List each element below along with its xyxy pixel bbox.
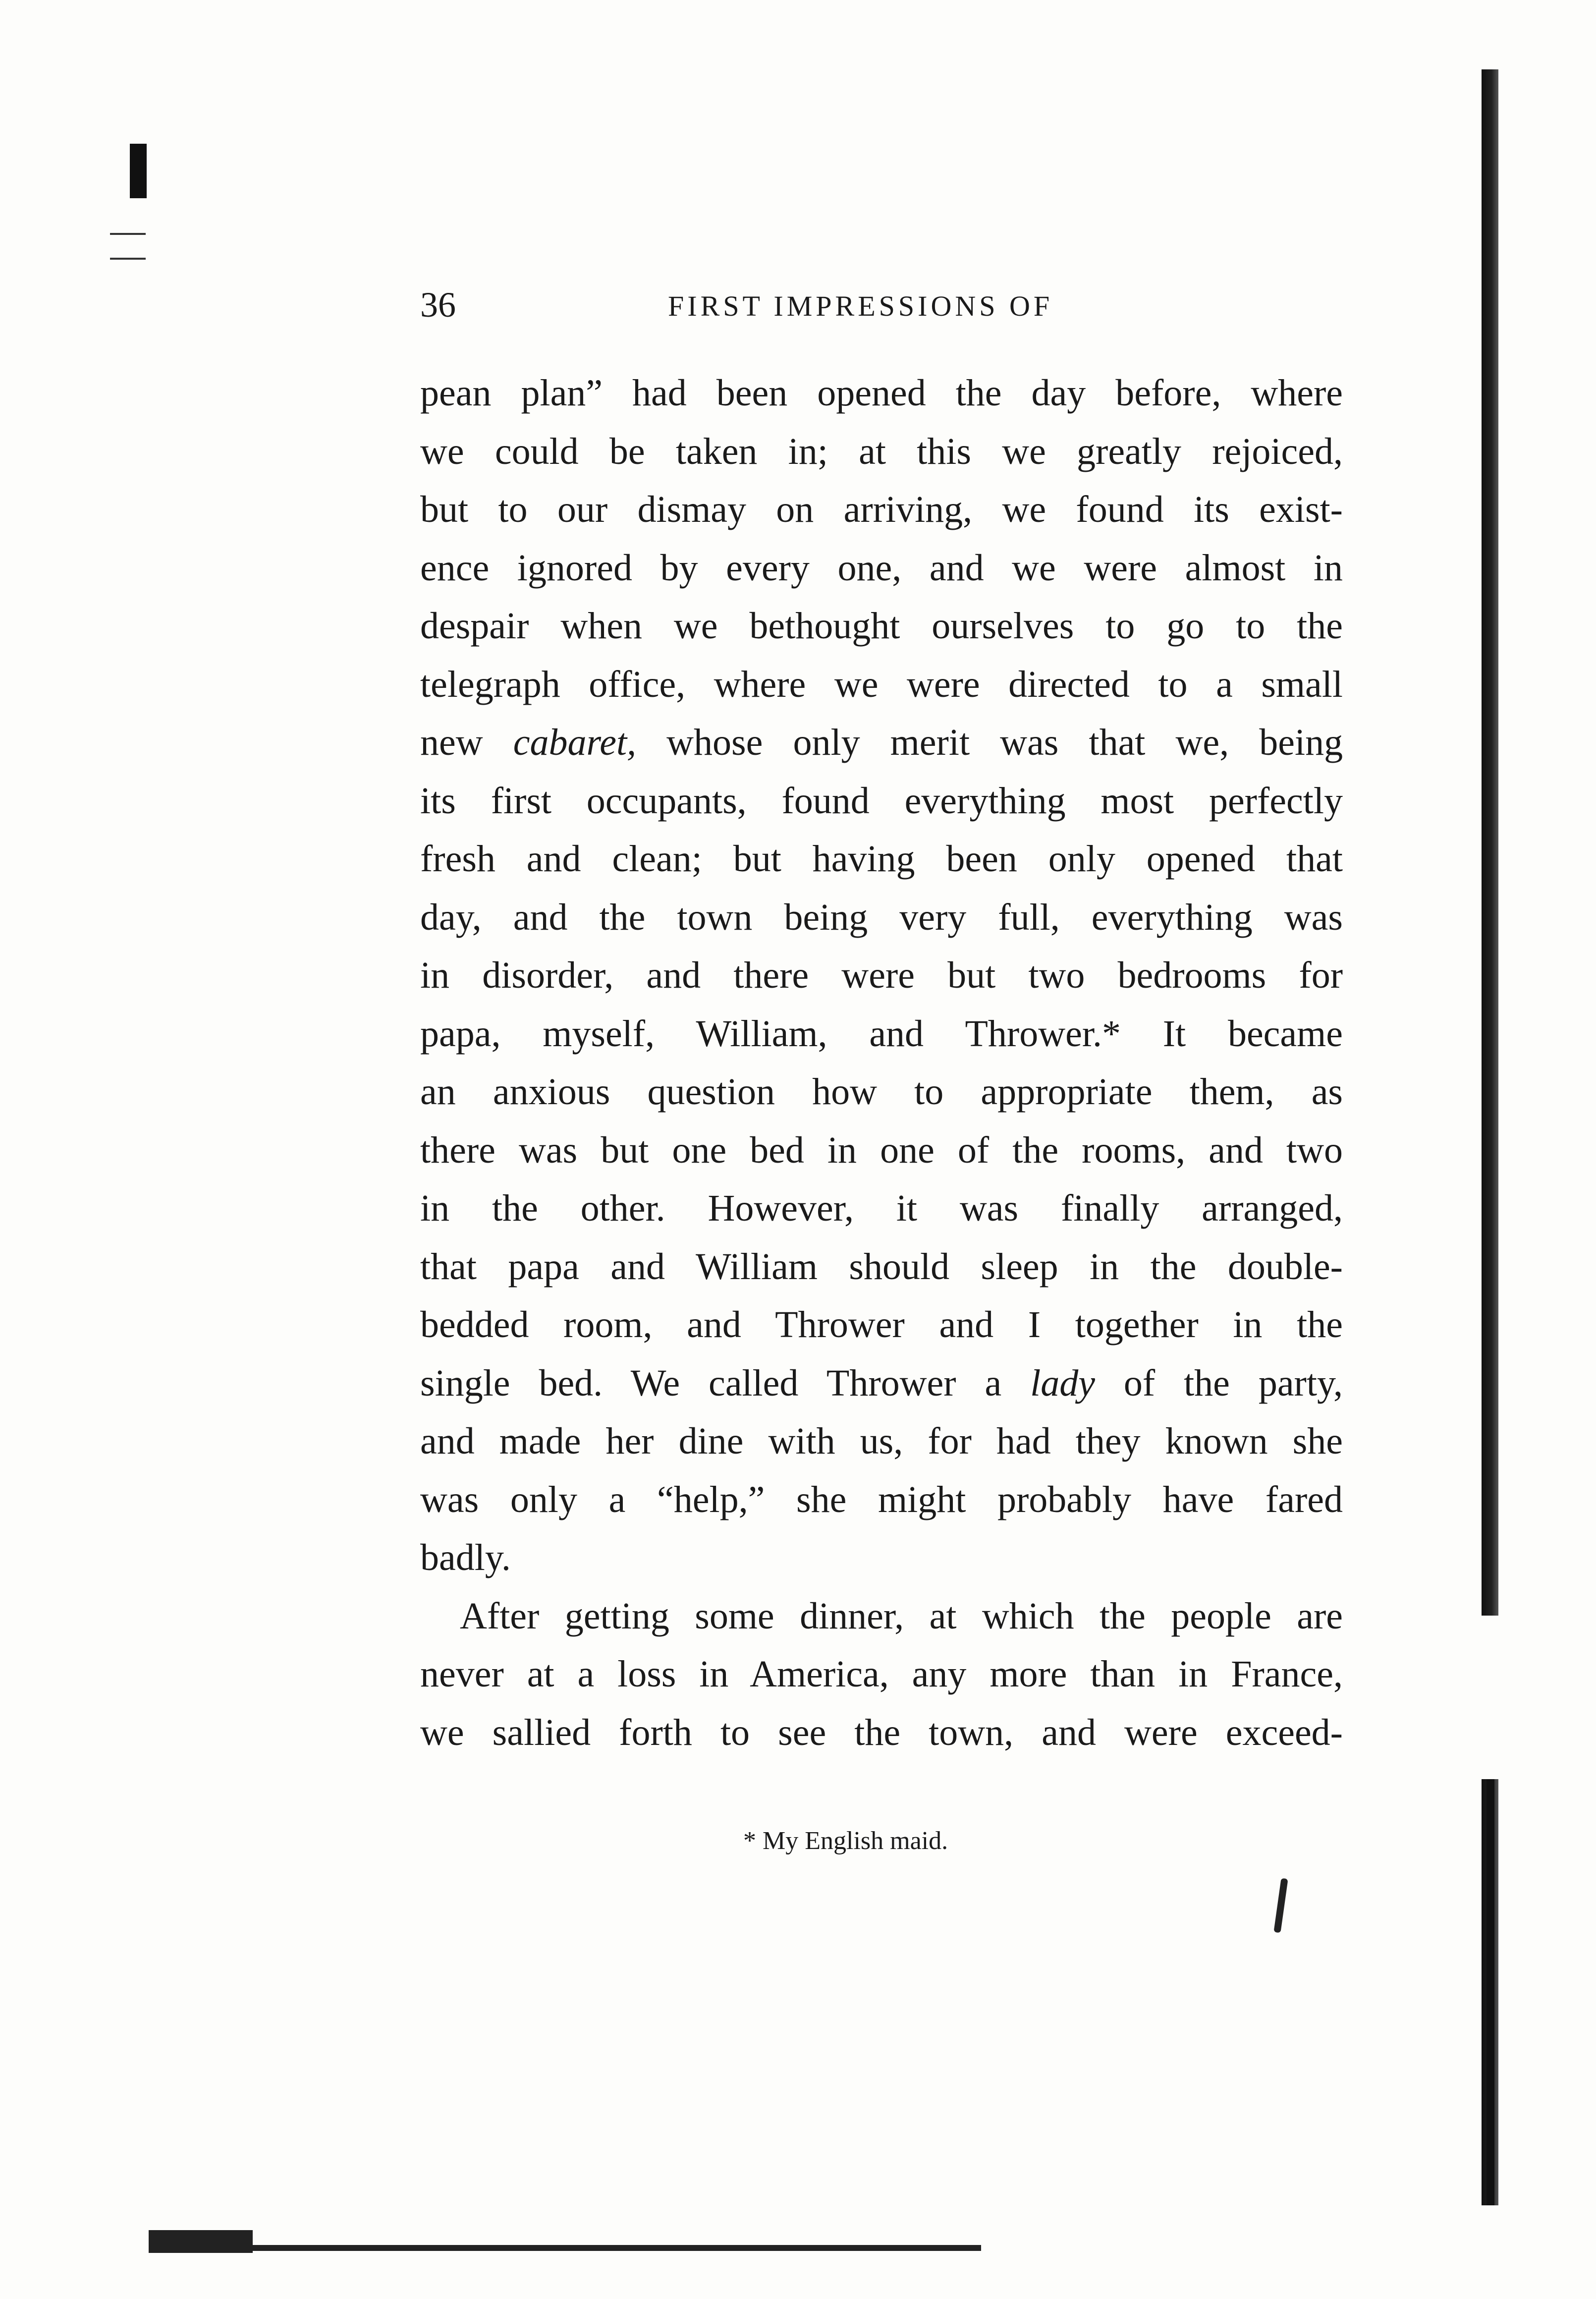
text-line: ence ignored by every one, and we were almost in bbox=[420, 547, 1343, 589]
text-line: bedded room, and Thrower and I together in the bbox=[420, 1304, 1343, 1346]
text-line: and made her dine with us, for had they known she bbox=[420, 1420, 1343, 1462]
running-header bbox=[420, 282, 1104, 327]
running-head-title: FIRST IMPRESSIONS OF bbox=[668, 290, 1053, 322]
scan-edge-shadow-right-lower bbox=[1486, 1779, 1494, 2205]
text-line: never at a loss in America, any more than in France, bbox=[420, 1653, 1343, 1695]
text-line: in disorder, and there were but two bedrooms for bbox=[420, 954, 1343, 996]
footnote: * My English maid. bbox=[743, 1827, 948, 1855]
text-line: we could be taken in; at this we greatly rejoiced, bbox=[420, 430, 1343, 472]
text-line: pean plan” had been opened the day before, where bbox=[420, 372, 1343, 414]
page-number: 36 bbox=[420, 285, 456, 325]
scan-margin-mark bbox=[130, 144, 147, 198]
text-line: day, and the town being very full, everything was bbox=[420, 896, 1343, 938]
scan-edge-shadow-bottom bbox=[149, 2245, 981, 2251]
text-line: but to our dismay on arriving, we found its exist- bbox=[420, 489, 1343, 530]
body-text bbox=[420, 364, 1343, 1762]
text-line: its first occupants, found everything most perfectly bbox=[420, 780, 1343, 822]
text-line: we sallied forth to see the town, and were exceed- bbox=[420, 1711, 1343, 1753]
scan-edge-gap bbox=[1477, 1616, 1506, 1779]
text-line: single bed. We called Thrower a lady of the party, bbox=[420, 1362, 1343, 1404]
text-line: in the other. However, it was finally arranged, bbox=[420, 1187, 1343, 1229]
text-line: despair when we bethought ourselves to go to the bbox=[420, 605, 1343, 647]
text-line: was only a “help,” she might probably have fared bbox=[420, 1478, 1343, 1520]
text-line: an anxious question how to appropriate them, as bbox=[420, 1071, 1343, 1113]
text-line: fresh and clean; but having been only opened that bbox=[420, 838, 1343, 880]
text-line-paragraph-start: After getting some dinner, at which the people are bbox=[460, 1595, 1343, 1637]
text-line: papa, myself, William, and Thrower.* It became bbox=[420, 1012, 1343, 1055]
text-line: that papa and William should sleep in the double- bbox=[420, 1245, 1343, 1288]
scan-margin-dash bbox=[110, 258, 146, 260]
text-line: new cabaret, whose only merit was that we, being bbox=[420, 722, 1343, 763]
text-line-paragraph-end: badly. bbox=[420, 1537, 511, 1578]
text-line: there was but one bed in one of the rooms, and two bbox=[420, 1129, 1343, 1171]
scan-ink-mark bbox=[1273, 1878, 1288, 1933]
scan-margin-dash bbox=[110, 233, 146, 235]
scan-edge-shadow-bottom-left bbox=[149, 2230, 253, 2253]
text-line: telegraph office, where we were directed to a small bbox=[420, 663, 1343, 705]
